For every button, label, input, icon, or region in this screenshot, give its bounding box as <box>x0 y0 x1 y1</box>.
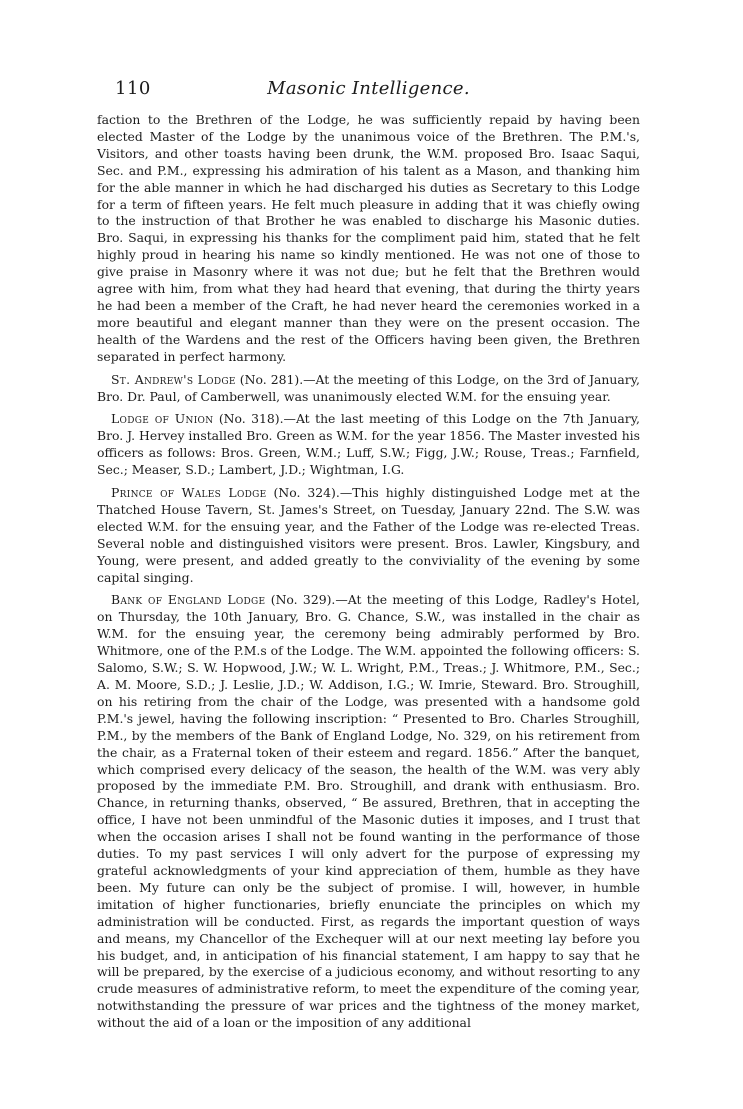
lodge-heading: Bank of England Lodge <box>111 592 266 608</box>
paragraph-text: faction to the Brethren of the Lodge, he was sufficiently repaid by having been elected Master of the Lodge by the unanimous voice of the Brethren. The P.M.'s, Visitors, and other toasts having been drunk, the W.M. proposed Bro. Isaac Saqui, Sec. and P.M., expressing his admiration of his talent as a Mason, and thanking him for the able manner in which he had discharged his duties as Secretary to this Lodge for a term of fifteen years. He felt much pleasure in adding that it was chiefly owing to the instruction of that Brother he was enabled to discharge his Masonic duties. Bro. Saqui, in expressing his thanks for the compliment paid him, stated that he felt highly proud in hearing his name so kindly mentioned. He was not one of those to give praise in Masonry where it was not due; but he felt that the Brethren would agree with him, from what they had heard that evening, that during the thirty years he had been a member of the Craft, he had never heard the ceremonies worked in a more beautiful and elegant manner than they were on the present occasion. The health of the Wardens and the rest of the Officers having been given, the Brethren separated in perfect harmony. <box>97 112 640 364</box>
paragraph-bank-of-england-lodge <box>97 592 640 1032</box>
lodge-heading: Prince of Wales Lodge <box>111 485 267 501</box>
lodge-heading: Lodge of Union <box>111 411 214 427</box>
running-title: Masonic Intelligence. <box>267 78 470 99</box>
paragraph-text: (No. 281).—At the meeting of this Lodge, on the 3rd of January, Bro. Dr. Paul, of Camberwell, was unanimously elected W.M. for the ensuing year. <box>97 371 640 404</box>
lodge-heading: St. Andrew's Lodge <box>111 371 236 387</box>
paragraph-text: (No. 324).—This highly distinguished Lodge met at the Thatched House Tavern, St. James's Street, on Tuesday, January 22nd. The S.W. was elected W.M. for the ensuing year, and the Father of the Lodge was re-elected Treas. Several noble and distinguished visitors were present. Bros. Lawler, Kingsbury, and Young, were present, and added greatly to the conviviality of the evening by some capital singing. <box>97 485 640 585</box>
paragraph-prince-of-wales-lodge <box>97 485 640 586</box>
page-header <box>97 78 640 106</box>
paragraph-text: (No. 329).—At the meeting of this Lodge, Radley's Hotel, on Thursday, the 10th January, Bro. G. Chance, S.W., was installed in the chair as W.M. for the ensuing year, the ceremony being admirably performed by Bro. Whitmore, one of the P.M.s of the Lodge. The W.M. appointed the following officers: S. Salomo, S.W.; S. W. Hopwood, J.W.; W. L. Wright, P.M., Treas.; J. Whitmore, P.M., Sec.; A. M. Moore, S.D.; J. Leslie, J.D.; W. Addison, I.G.; W. Imrie, Steward. Bro. Stroughill, on his retiring from the chair of the Lodge, was presented with a handsome gold P.M.'s jewel, having the following inscription: “ Presented to Bro. Charles Stroughill, P.M., by the members of the Bank of England Lodge, No. 329, on his retirement from the chair, as a Fraternal token of their esteem and regard. 1856.” After the banquet, which comprised every delicacy of the season, the health of the W.M. was very ably proposed by the immediate P.M. Bro. Stroughill, and drank with enthusiasm. Bro. Chance, in returning thanks, observed, “ Be assured, Brethren, that in accepting the office, I have not been unmindful of the Masonic duties it imposes, and I trust that when the occasion arises I shall not be found wanting in the performance of those duties. To my past services I will only advert for the purpose of expressing my grateful acknowledgments of your kind appreciation of them, humble as they have been. My future can only be the subject of promise. I will, however, in humble imitation of higher functionaries, briefly enunciate the principles on which my administration will be conducted. First, as regards the important question of ways and means, my Chancellor of the Exchequer will at our next meeting lay before you his budget, and, in anticipation of his financial statement, I am happy to say that he will be prepared, by the exercise of a judicious economy, and without resorting to any crude measures of administrative reform, to meet the expenditure of the coming year, notwithstanding the pressure of war prices and the tightness of the money market, without the aid of a loan or the imposition of any additional <box>97 592 641 1031</box>
paragraph-continued <box>97 112 640 366</box>
paragraph-st-andrews-lodge <box>97 372 640 406</box>
paragraph-lodge-of-union <box>97 411 640 479</box>
page-number: 110 <box>115 78 151 99</box>
paragraph-text: (No. 318).—At the last meeting of this Lodge on the 7th January, Bro. J. Hervey installed Bro. Green as W.M. for the year 1856. The Master invested his officers as follows: Bros. Green, W.M.; Luff, S.W.; Figg, J.W.; Rouse, Treas.; Farnfield, Sec.; Measer, S.D.; Lambert, J.D.; Wightman, I.G. <box>97 411 640 478</box>
